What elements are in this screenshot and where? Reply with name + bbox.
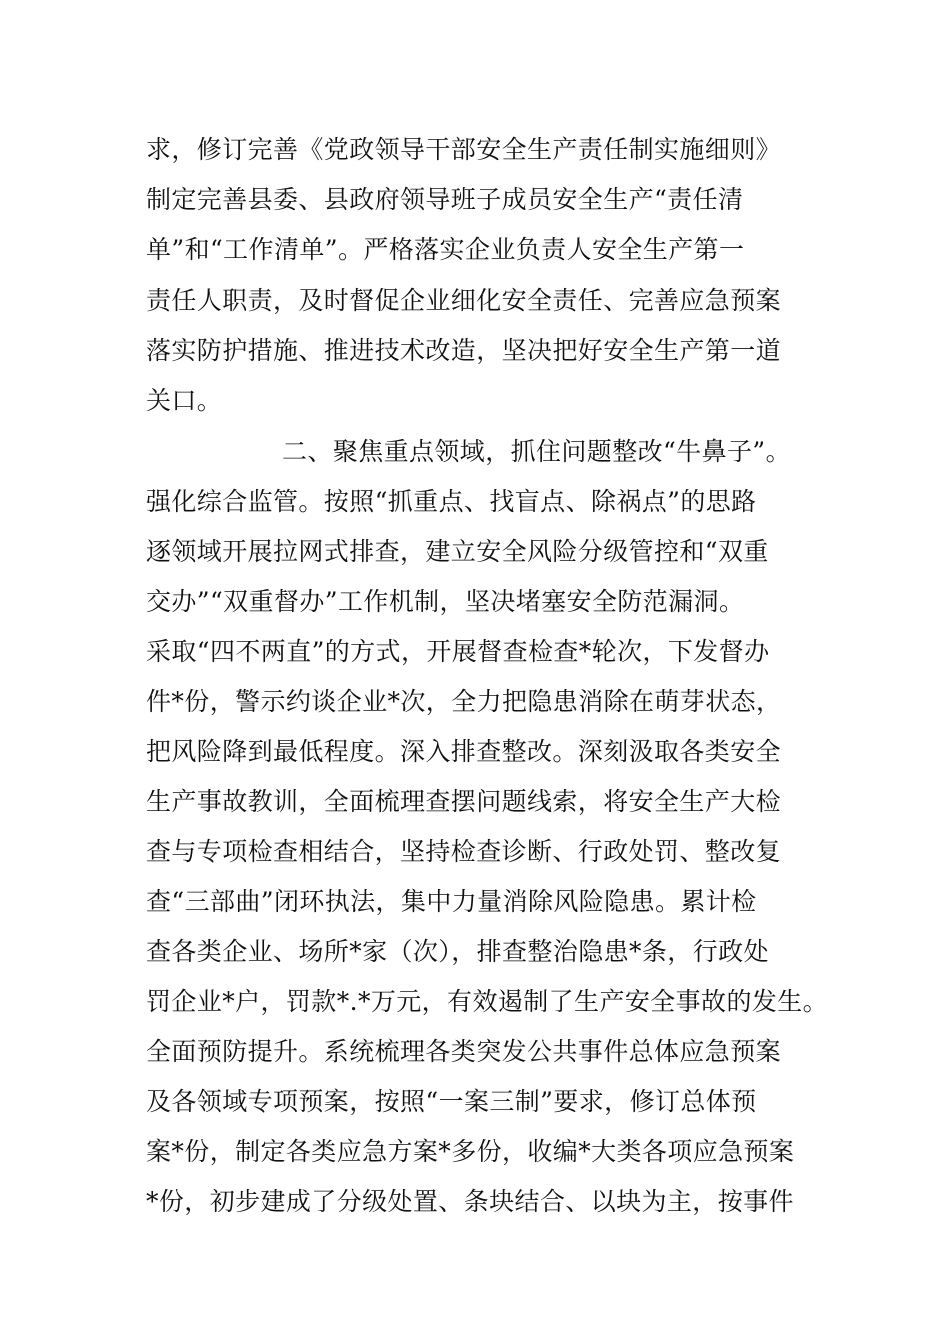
text-line: 强化综合监管。按照“抓重点、找盲点、除祸点”的思路 [146, 487, 757, 516]
text-line: 落实防护措施、推进技术改造，坚决把好安全生产第一道 [146, 336, 782, 365]
text-line: 交办”“双重督办”工作机制，坚决堵塞安全防范漏洞。 [146, 587, 745, 616]
text-line: 把风险降到最低程度。深入排查整改。深刻汲取各类安全 [146, 737, 782, 766]
text-line: 求，修订完善《党政领导干部安全生产责任制实施细则》 [146, 135, 782, 164]
text-line: 罚企业*户，罚款*.*万元，有效遏制了生产安全事故的发生。 [146, 987, 829, 1016]
text-line: 关口。 [146, 386, 223, 415]
text-line: 逐领域开展拉网式排查，建立安全风险分级管控和“双重 [146, 537, 769, 566]
text-line: 及各领域专项预案，按照“一案三制”要求，修订总体预 [146, 1087, 757, 1116]
text-line: 责任人职责，及时督促企业细化安全责任、完善应急预案 [146, 286, 782, 315]
text-line: 查与专项检查相结合，坚持检查诊断、行政处罚、整改复 [146, 837, 782, 866]
text-line: 件*份，警示约谈企业*次，全力把隐患消除在萌芽状态， [146, 687, 782, 716]
text-line: 制定完善县委、县政府领导班子成员安全生产“责任清 [146, 185, 744, 214]
text-line: 案*份，制定各类应急方案*多份，收编*大类各项应急预案 [146, 1137, 795, 1166]
text-line: 查“三部曲”闭环执法，集中力量消除风险隐患。累计检 [146, 887, 757, 916]
text-line: 全面预防提升。系统梳理各类突发公共事件总体应急预案 [146, 1037, 782, 1066]
text-line: 查各类企业、场所*家（次），排查整治隐患*条，行政处 [146, 937, 769, 966]
text-line: *份，初步建成了分级处置、条块结合、以块为主，按事件 [146, 1187, 794, 1216]
text-line: 单”和“工作清单”。严格落实企业负责人安全生产第一 [146, 235, 745, 264]
text-line: 生产事故教训，全面梳理查摆问题线索，将安全生产大检 [146, 787, 782, 816]
text-line: 采取“四不两直”的方式，开展督查检查*轮次，下发督办 [146, 637, 770, 666]
section-heading: 二、聚焦重点领域，抓住问题整改“牛鼻子”。 [282, 437, 791, 466]
